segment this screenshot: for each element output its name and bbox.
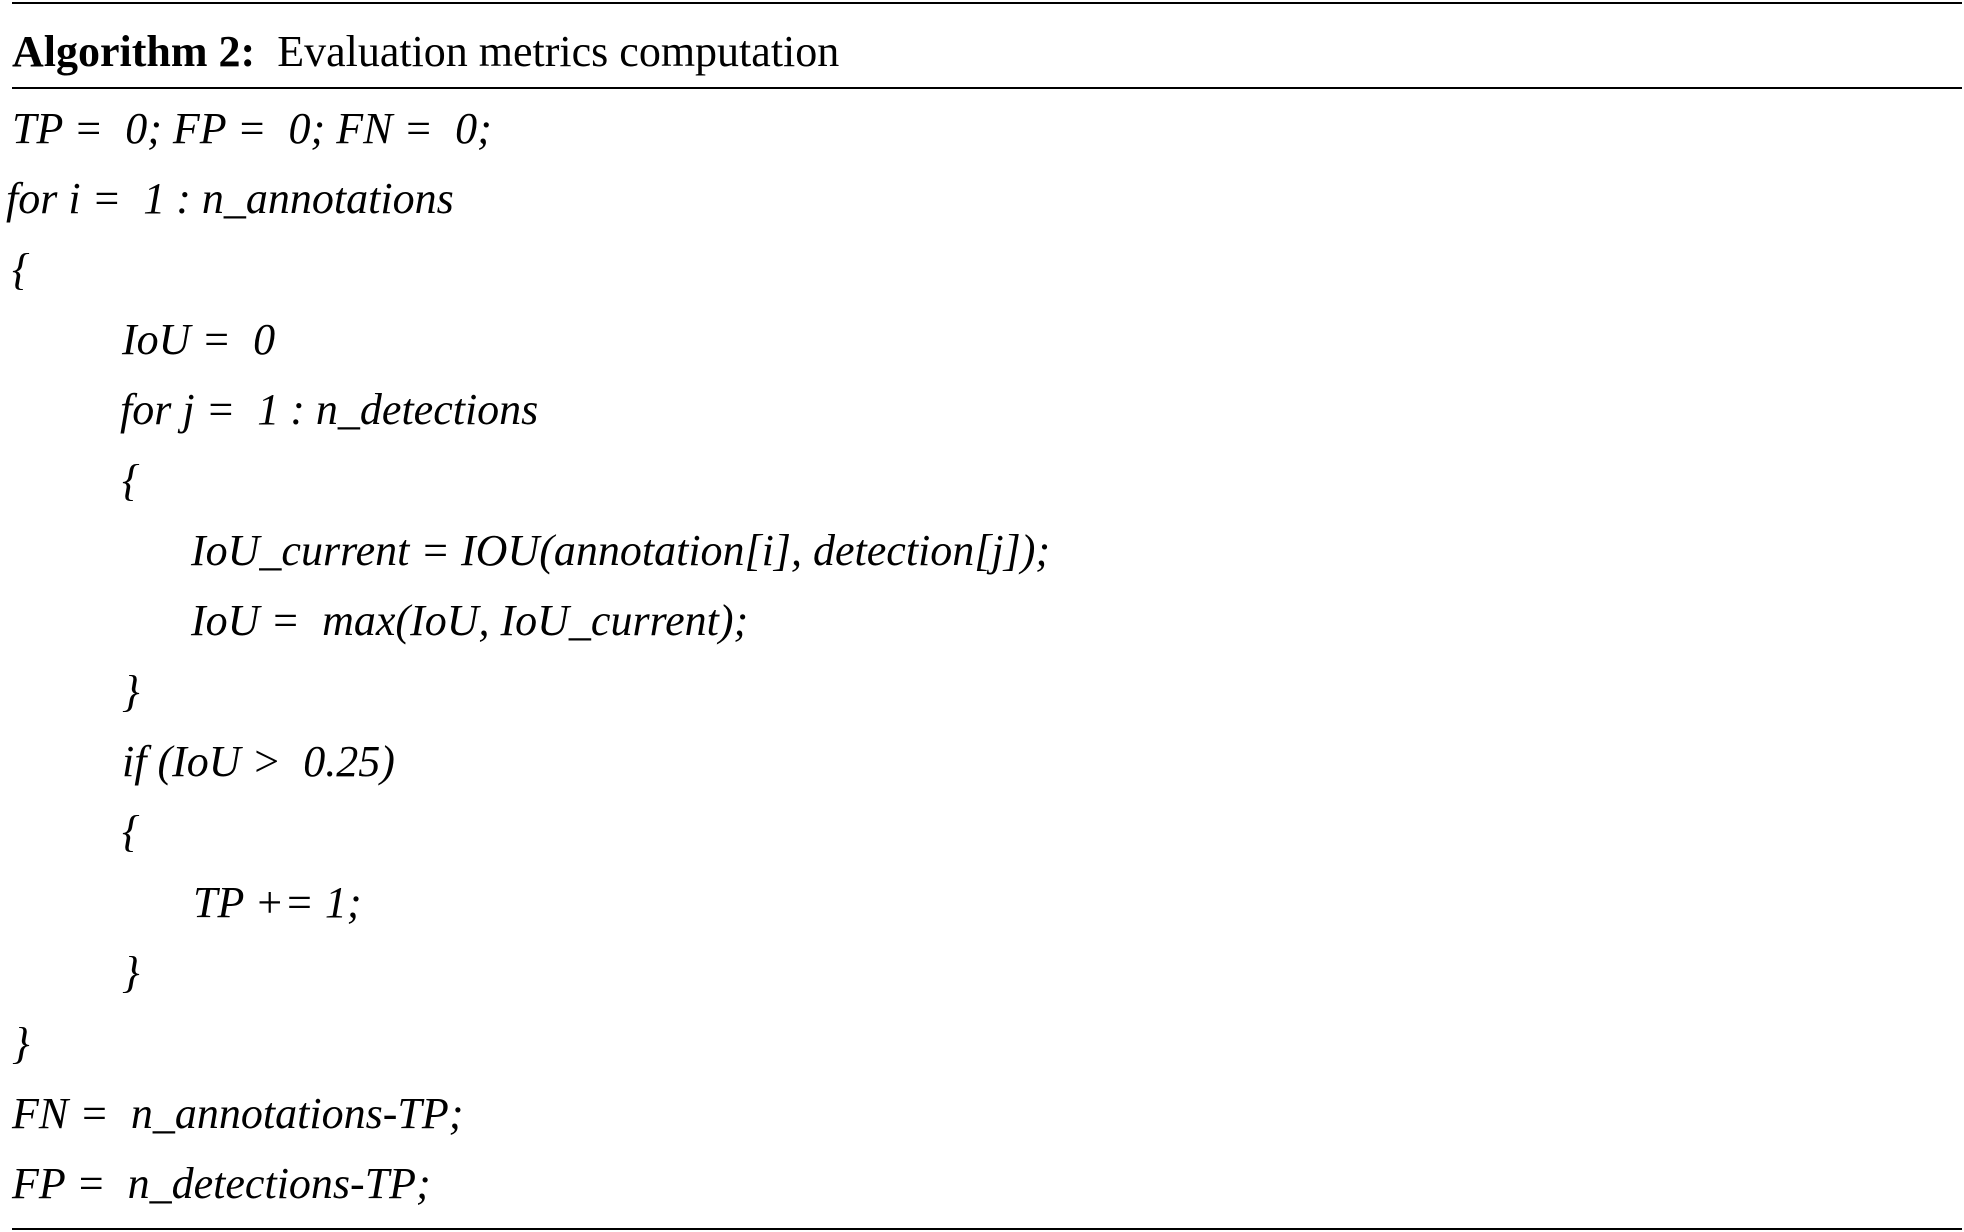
code-line: IoU = max(IoU, IoU_current); — [191, 596, 749, 645]
code-line: if (IoU > 0.25) — [122, 737, 395, 786]
code-line: } — [122, 667, 140, 716]
algorithm-title: Evaluation metrics computation — [277, 27, 840, 76]
code-line: FP = n_detections-TP; — [12, 1159, 431, 1208]
code-line: { — [12, 245, 30, 294]
code-line: { — [122, 807, 140, 856]
algorithm-block — [6, 0, 1962, 1232]
code-line: { — [122, 456, 140, 505]
caption-rule — [12, 87, 1962, 89]
top-rule — [12, 2, 1962, 4]
algorithm-caption — [12, 26, 839, 78]
code-line: } — [122, 948, 140, 997]
code-line: } — [12, 1019, 30, 1068]
code-line: FN = n_annotations-TP; — [12, 1089, 464, 1138]
code-line: for i = 1 : n_annotations — [6, 174, 454, 223]
code-line: IoU_current = IOU(annotation[i], detection[j]); — [191, 526, 1051, 575]
bottom-rule — [12, 1228, 1962, 1230]
algorithm-label: Algorithm 2: — [12, 27, 256, 76]
code-line: TP = 0; FP = 0; FN = 0; — [12, 104, 492, 153]
code-line: for j = 1 : n_detections — [120, 385, 539, 434]
code-line: IoU = 0 — [122, 315, 276, 364]
code-line: TP += 1; — [193, 878, 362, 927]
